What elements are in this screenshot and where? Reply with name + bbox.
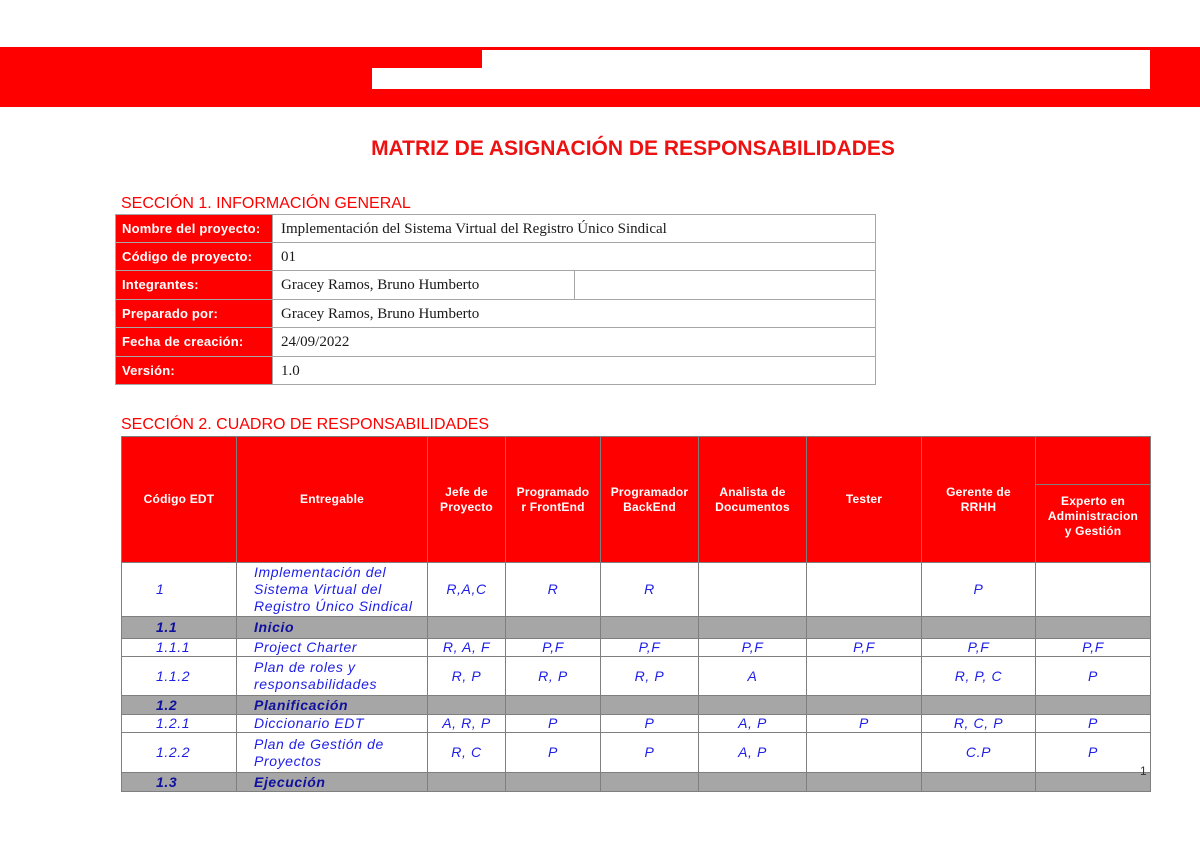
field-value-project-name: Implementación del Sistema Virtual del Registro Único Sindical bbox=[273, 215, 876, 243]
deliverable-cell: Plan de roles y responsabilidades bbox=[237, 657, 428, 696]
role-cell-programador-backend bbox=[601, 617, 699, 639]
wbs-code-cell: 1.2.1 bbox=[122, 715, 237, 733]
role-cell-gerente-rrhh: R, P, C bbox=[922, 657, 1036, 696]
role-cell-programador-frontend: P bbox=[506, 733, 601, 773]
header-banner-white-step bbox=[372, 68, 482, 89]
info-row-version bbox=[116, 357, 876, 385]
role-cell-experto-administracion: P,F bbox=[1036, 639, 1151, 657]
field-label-prepared-by: Preparado por: bbox=[116, 300, 273, 328]
field-label-project-name: Nombre del proyecto: bbox=[116, 215, 273, 243]
role-cell-programador-backend bbox=[601, 773, 699, 792]
wbs-code-cell: 1 bbox=[122, 563, 237, 617]
field-label-version: Versión: bbox=[116, 357, 273, 385]
field-label-project-code: Código de proyecto: bbox=[116, 243, 273, 271]
role-cell-experto-administracion bbox=[1036, 563, 1151, 617]
deliverable-cell: Planificación bbox=[237, 696, 428, 715]
role-cell-programador-backend bbox=[601, 696, 699, 715]
role-cell-programador-frontend bbox=[506, 696, 601, 715]
role-cell-tester bbox=[807, 696, 922, 715]
role-cell-analista-documentos: A, P bbox=[699, 715, 807, 733]
wbs-code-cell: 1.2 bbox=[122, 696, 237, 715]
wbs-code-cell: 1.1.2 bbox=[122, 657, 237, 696]
role-cell-tester: P,F bbox=[807, 639, 922, 657]
role-cell-jefe-proyecto bbox=[428, 773, 506, 792]
role-cell-experto-administracion: P bbox=[1036, 715, 1151, 733]
role-cell-jefe-proyecto: R,A,C bbox=[428, 563, 506, 617]
table-row bbox=[122, 657, 1151, 696]
document-title: MATRIZ DE ASIGNACIÓN DE RESPONSABILIDADES bbox=[371, 137, 895, 160]
role-cell-experto-administracion bbox=[1036, 773, 1151, 792]
wbs-code-cell: 1.2.2 bbox=[122, 733, 237, 773]
role-cell-tester bbox=[807, 733, 922, 773]
column-header-top-band bbox=[1036, 452, 1150, 469]
column-header-analista-documentos: Analista de Documentos bbox=[699, 437, 807, 563]
deliverable-cell: Project Charter bbox=[237, 639, 428, 657]
role-cell-gerente-rrhh: C.P bbox=[922, 733, 1036, 773]
role-cell-analista-documentos: A, P bbox=[699, 733, 807, 773]
role-cell-analista-documentos: A bbox=[699, 657, 807, 696]
column-header-jefe-proyecto: Jefe de Proyecto bbox=[428, 437, 506, 563]
deliverable-cell: Plan de Gestión de Proyectos bbox=[237, 733, 428, 773]
table-row bbox=[122, 563, 1151, 617]
role-cell-tester bbox=[807, 617, 922, 639]
column-header-experto-label: Experto en Administracion y Gestión bbox=[1036, 484, 1150, 547]
role-cell-experto-administracion bbox=[1036, 696, 1151, 715]
role-cell-gerente-rrhh: P,F bbox=[922, 639, 1036, 657]
role-cell-gerente-rrhh bbox=[922, 617, 1036, 639]
role-cell-programador-frontend bbox=[506, 617, 601, 639]
role-cell-jefe-proyecto: R, P bbox=[428, 657, 506, 696]
table-row bbox=[122, 733, 1151, 773]
role-cell-tester bbox=[807, 657, 922, 696]
info-row-prepared-by bbox=[116, 300, 876, 328]
role-cell-programador-backend: P bbox=[601, 733, 699, 773]
role-cell-programador-frontend: P,F bbox=[506, 639, 601, 657]
deliverable-cell: Inicio bbox=[237, 617, 428, 639]
role-cell-jefe-proyecto bbox=[428, 617, 506, 639]
column-header-experto-administracion bbox=[1036, 437, 1151, 563]
role-cell-analista-documentos bbox=[699, 773, 807, 792]
role-cell-programador-backend: R bbox=[601, 563, 699, 617]
deliverable-cell: Diccionario EDT bbox=[237, 715, 428, 733]
column-header-programador-frontend: Programado r FrontEnd bbox=[506, 437, 601, 563]
role-cell-experto-administracion: P bbox=[1036, 733, 1151, 773]
column-header-tester: Tester bbox=[807, 437, 922, 563]
role-cell-programador-backend: P bbox=[601, 715, 699, 733]
deliverable-cell: Ejecución bbox=[237, 773, 428, 792]
column-header-programador-backend: Programador BackEnd bbox=[601, 437, 699, 563]
wbs-code-cell: 1.1 bbox=[122, 617, 237, 639]
table-group-row bbox=[122, 773, 1151, 792]
general-info-table bbox=[115, 214, 876, 385]
column-header-deliverable: Entregable bbox=[237, 437, 428, 563]
wbs-code-cell: 1.1.1 bbox=[122, 639, 237, 657]
role-cell-analista-documentos: P,F bbox=[699, 639, 807, 657]
deliverable-cell: Implementación del Sistema Virtual del Registro Único Sindical bbox=[237, 563, 428, 617]
info-row-creation-date bbox=[116, 328, 876, 357]
role-cell-programador-frontend bbox=[506, 773, 601, 792]
field-value-project-code: 01 bbox=[273, 243, 876, 271]
role-cell-tester bbox=[807, 773, 922, 792]
info-row-project-name bbox=[116, 215, 876, 243]
page-number: 1 bbox=[1140, 764, 1147, 778]
section-2-heading: SECCIÓN 2. CUADRO DE RESPONSABILIDADES bbox=[121, 416, 490, 433]
column-header-wbs-code: Código EDT bbox=[122, 437, 237, 563]
role-cell-programador-frontend: R bbox=[506, 563, 601, 617]
role-cell-analista-documentos bbox=[699, 563, 807, 617]
header-banner-white-band bbox=[482, 50, 1150, 89]
field-value-members-extra bbox=[575, 271, 876, 300]
role-cell-programador-backend: P,F bbox=[601, 639, 699, 657]
column-header-gerente-rrhh: Gerente de RRHH bbox=[922, 437, 1036, 563]
wbs-code-cell: 1.3 bbox=[122, 773, 237, 792]
role-cell-jefe-proyecto: A, R, P bbox=[428, 715, 506, 733]
section-1-heading: SECCIÓN 1. INFORMACIÓN GENERAL bbox=[121, 195, 411, 212]
matrix-header-row bbox=[122, 437, 1151, 563]
role-cell-gerente-rrhh bbox=[922, 696, 1036, 715]
role-cell-experto-administracion: P bbox=[1036, 657, 1151, 696]
role-cell-programador-frontend: P bbox=[506, 715, 601, 733]
header-banner bbox=[0, 47, 1200, 107]
table-group-row bbox=[122, 617, 1151, 639]
role-cell-gerente-rrhh: P bbox=[922, 563, 1036, 617]
role-cell-programador-frontend: R, P bbox=[506, 657, 601, 696]
field-label-creation-date: Fecha de creación: bbox=[116, 328, 273, 357]
field-label-members: Integrantes: bbox=[116, 271, 273, 300]
role-cell-programador-backend: R, P bbox=[601, 657, 699, 696]
responsibility-matrix-table bbox=[121, 436, 1151, 792]
role-cell-analista-documentos bbox=[699, 696, 807, 715]
role-cell-gerente-rrhh: R, C, P bbox=[922, 715, 1036, 733]
table-group-row bbox=[122, 696, 1151, 715]
role-cell-jefe-proyecto: R, A, F bbox=[428, 639, 506, 657]
role-cell-tester bbox=[807, 563, 922, 617]
role-cell-jefe-proyecto bbox=[428, 696, 506, 715]
info-row-project-code bbox=[116, 243, 876, 271]
field-value-version: 1.0 bbox=[273, 357, 876, 385]
role-cell-tester: P bbox=[807, 715, 922, 733]
field-value-members: Gracey Ramos, Bruno Humberto bbox=[273, 271, 575, 300]
role-cell-analista-documentos bbox=[699, 617, 807, 639]
table-row bbox=[122, 639, 1151, 657]
role-cell-jefe-proyecto: R, C bbox=[428, 733, 506, 773]
field-value-creation-date: 24/09/2022 bbox=[273, 328, 876, 357]
role-cell-gerente-rrhh bbox=[922, 773, 1036, 792]
field-value-prepared-by: Gracey Ramos, Bruno Humberto bbox=[273, 300, 876, 328]
info-row-members bbox=[116, 271, 876, 300]
role-cell-experto-administracion bbox=[1036, 617, 1151, 639]
table-row bbox=[122, 715, 1151, 733]
